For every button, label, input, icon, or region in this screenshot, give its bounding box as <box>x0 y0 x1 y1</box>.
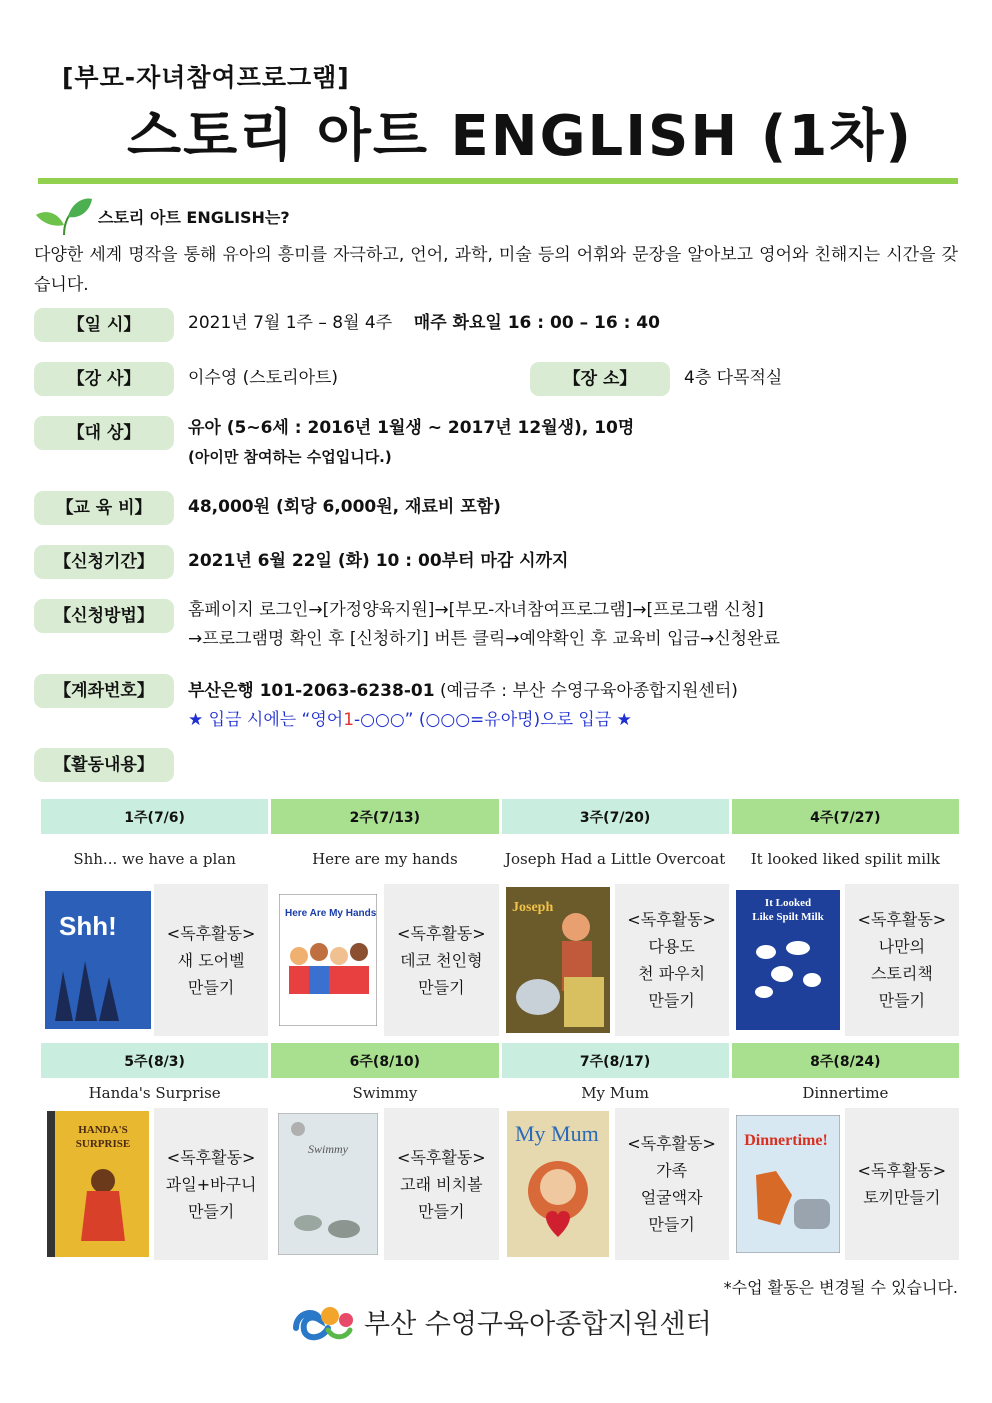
book-title: It looked liked spilit milk <box>750 850 940 868</box>
week-header: 1주(7/6) <box>41 799 268 834</box>
week-header: 5주(8/3) <box>41 1043 268 1078</box>
activity-text: <독후활동> 가족 얼굴액자 만들기 <box>615 1108 729 1260</box>
week-header: 2주(7/13) <box>271 799 498 834</box>
activity-card <box>271 884 498 1036</box>
place-tag: 【장 소】 <box>530 362 670 396</box>
book-title: Handa's Surprise <box>88 1084 221 1102</box>
book-cover <box>732 884 845 1036</box>
target-value: 유아 (5~6세 : 2016년 1월생 ~ 2017년 12월생), 10명 <box>188 418 635 438</box>
week-header: 3주(7/20) <box>502 799 729 834</box>
svg-text:Here Are My Hands: Here Are My Hands <box>284 908 377 919</box>
book-cover <box>271 1108 384 1260</box>
activity-text: <독후활동> 다용도 천 파우치 만들기 <box>615 884 729 1036</box>
apply-method-line2: →프로그램명 확인 후 [신청하기] 버튼 클릭→예약확인 후 교육비 입금→신청완료 <box>188 629 780 649</box>
date-time: 매주 화요일 16 : 00 – 16 : 40 <box>413 313 660 333</box>
apply-period-value: 2021년 6월 22일 (화) 10 : 00부터 마감 시까지 <box>188 551 569 571</box>
book-cover <box>502 884 615 1036</box>
svg-text:Like Spilt Milk: Like Spilt Milk <box>752 911 825 923</box>
book-title: Here are my hands <box>312 850 458 868</box>
svg-text:Shh!: Shh! <box>58 911 117 941</box>
activity-text: <독후활동> 토끼만들기 <box>845 1108 959 1260</box>
account-tag: 【계좌번호】 <box>34 674 174 708</box>
activity-card <box>41 884 268 1036</box>
svg-text:My Mum: My Mum <box>515 1121 599 1146</box>
activity-card <box>271 1108 498 1260</box>
book-title: Joseph Had a Little Overcoat <box>505 850 726 868</box>
book-cover <box>41 884 154 1036</box>
schedule-table-1 <box>38 799 962 1036</box>
fee-tag: 【교 육 비】 <box>34 491 174 525</box>
week-header: 8주(8/24) <box>732 1043 959 1078</box>
account-block <box>188 677 738 735</box>
activity-card <box>502 884 729 1036</box>
book-cover <box>41 1108 154 1260</box>
activities-tag: 【활동내용】 <box>34 748 174 782</box>
book-title: Shh... we have a plan <box>73 850 236 868</box>
apply-method-tag: 【신청방법】 <box>34 599 174 633</box>
schedule-table-2 <box>38 1043 962 1260</box>
book-cover <box>732 1108 845 1260</box>
svg-text:HANDA'S: HANDA'S <box>77 1124 128 1136</box>
teacher-tag: 【강 사】 <box>34 362 174 396</box>
book-title: My Mum <box>581 1084 650 1102</box>
book-title: Swimmy <box>352 1084 418 1102</box>
intro-heading: 스토리 아트 ENGLISH는? <box>98 208 290 227</box>
leaf-icon <box>34 195 94 237</box>
svg-text:SURPRISE: SURPRISE <box>75 1138 130 1150</box>
logo-icon <box>290 1298 356 1344</box>
deposit-note: ★ 입금 시에는 “영어1-○○○” (○○○=유아명)으로 입금 ★ <box>188 710 632 730</box>
apply-period-tag: 【신청기간】 <box>34 545 174 579</box>
teacher-value: 이수영 (스토리아트) <box>188 368 339 388</box>
activity-card <box>41 1108 268 1260</box>
fee-value: 48,000원 (회당 6,000원, 재료비 포함) <box>188 497 501 517</box>
target-block <box>188 414 634 472</box>
date-value <box>188 309 660 338</box>
intro-text: 다양한 세계 명작을 통해 유아의 흥미를 자극하고, 언어, 과학, 미술 등의 어휘와 문장을 알아보고 영어와 친해지는 시간을 갖습니다. <box>34 245 958 295</box>
change-notice: *수업 활동은 변경될 수 있습니다. <box>723 1278 958 1297</box>
activity-text: <독후활동> 데코 천인형 만들기 <box>384 884 498 1036</box>
date-period: 2021년 7월 1주 – 8월 4주 <box>188 313 393 333</box>
place-value: 4층 다목적실 <box>684 368 783 388</box>
book-cover <box>502 1108 615 1260</box>
book-cover <box>271 884 384 1036</box>
account-holder: (예금주 : 부산 수영구육아종합지원센터) <box>439 681 738 701</box>
activity-card <box>502 1108 729 1260</box>
account-number: 부산은행 101-2063-6238-01 <box>188 681 435 701</box>
activity-text: <독후활동> 새 도어벨 만들기 <box>154 884 268 1036</box>
book-title: Dinnertime <box>802 1084 889 1102</box>
target-note: (아이만 참여하는 수업입니다.) <box>188 448 392 466</box>
svg-text:Swimmy: Swimmy <box>307 1142 348 1156</box>
week-header: 7주(8/17) <box>502 1043 729 1078</box>
week-header: 4주(7/27) <box>732 799 959 834</box>
activity-text: <독후활동> 나만의 스토리책 만들기 <box>845 884 959 1036</box>
page-title: 스토리 아트 ENGLISH (1차) <box>126 104 914 169</box>
program-category: [부모-자녀참여프로그램] <box>62 63 350 92</box>
organization-logo <box>290 1298 712 1344</box>
activity-text: <독후활동> 고래 비치볼 만들기 <box>384 1108 498 1260</box>
activity-card <box>732 884 959 1036</box>
title-divider <box>38 178 958 184</box>
activity-card <box>732 1108 959 1260</box>
svg-text:It Looked: It Looked <box>765 897 812 909</box>
svg-text:Joseph: Joseph <box>512 900 554 915</box>
svg-text:Dinnertime!: Dinnertime! <box>744 1132 829 1149</box>
target-tag: 【대 상】 <box>34 416 174 450</box>
week-header: 6주(8/10) <box>271 1043 498 1078</box>
apply-method-block <box>188 596 780 654</box>
activity-text: <독후활동> 과일+바구니 만들기 <box>154 1108 268 1260</box>
date-tag: 【일 시】 <box>34 308 174 342</box>
apply-method-line1: 홈페이지 로그인→[가정양육지원]→[부모-자녀참여프로그램]→[프로그램 신청] <box>188 600 764 620</box>
organization-name: 부산 수영구육아종합지원센터 <box>364 1308 712 1340</box>
